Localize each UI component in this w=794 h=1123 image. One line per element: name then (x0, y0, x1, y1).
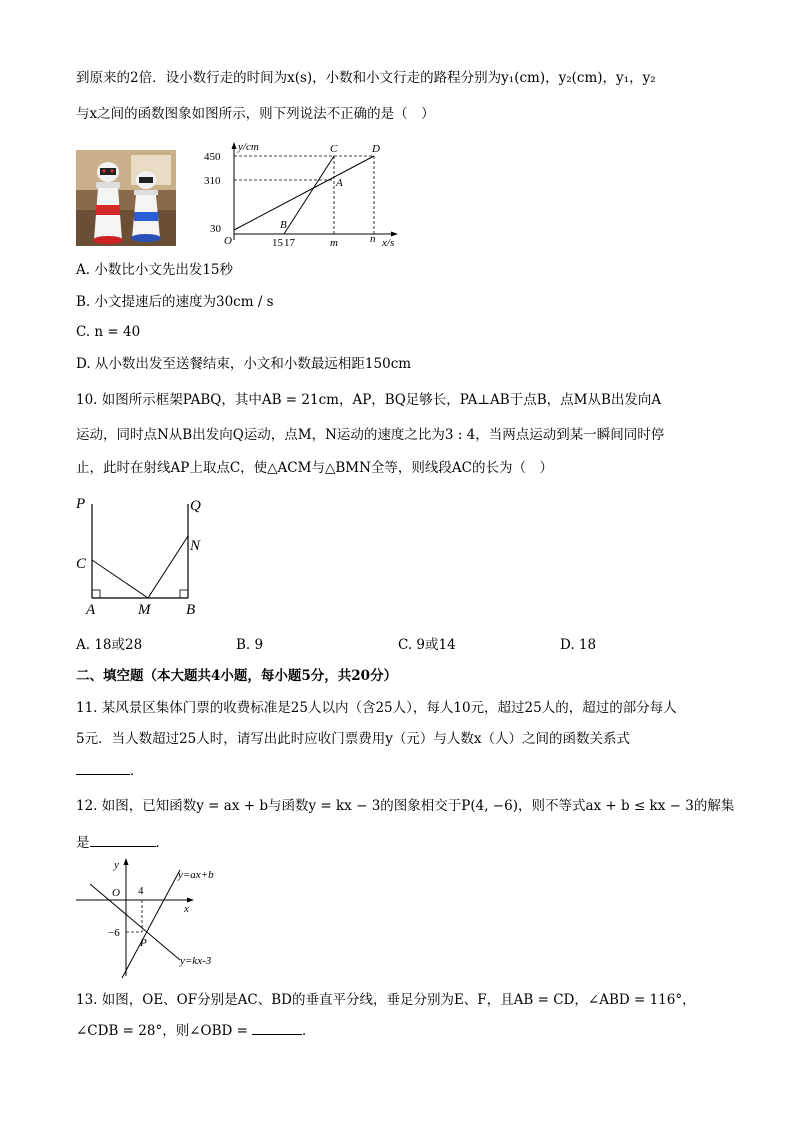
q9-option-d[interactable]: D. 从小数出发至送餐结束，小文和小数最远相距150cm (76, 356, 412, 372)
q9-point-A: A (336, 177, 343, 189)
q12-label-x: x (184, 903, 189, 915)
q10-figure (70, 490, 220, 620)
q9-line-y2-rise (284, 156, 334, 234)
q11-line2: 5元．当人数超过25人时，请写出此时应收门票费用y（元）与人数x（人）之间的函数关系式 (76, 731, 631, 747)
q13-line2-start: ∠CDB = 28°，则∠OBD = (76, 1023, 248, 1039)
q10-label-Q: Q (190, 498, 201, 514)
q12-label-P: P (140, 937, 147, 949)
q9-ylabel: y/cm (238, 141, 259, 153)
q10-label-C: C (76, 556, 87, 572)
q12-label-y: y (114, 859, 119, 871)
q9-origin: O (224, 235, 232, 247)
q9-option-b[interactable]: B. 小文提速后的速度为30cm / s (76, 294, 274, 310)
q12-label-origin: O (112, 887, 120, 899)
q10-label-M: M (138, 602, 151, 618)
q9-option-a[interactable]: A. 小数比小文先出发15秒 (76, 262, 234, 278)
q10-label-N: N (190, 538, 201, 554)
q9-point-D: D (372, 143, 380, 155)
q9-xtick-17: 17 (284, 237, 295, 249)
q11-line3 (76, 760, 144, 781)
q9-ytick-450: 450 (204, 151, 221, 163)
q12-label-line-kx-3: y=kx-3 (180, 955, 212, 967)
q9-line2: 与x之间的函数图象如图所示，则下列说法不正确的是（ ） (76, 106, 435, 122)
q9-line1: 到原来的2倍．设小数行走的时间为x(s)，小数和小文行走的路程分别为y₁(cm)，y₂(cm)，y₁，y₂ (76, 70, 656, 86)
q11-answer-blank[interactable] (76, 760, 130, 775)
q10-line1: 10. 如图所示框架PABQ，其中AB = 21cm，AP，BQ足够长，PA⊥AB于点B，点M从B出发向A (76, 392, 662, 408)
q9-ytick-310: 310 (204, 175, 221, 187)
q9-xtick-15: 15 (272, 237, 283, 249)
q12-line2-end: ． (155, 835, 169, 851)
q12-label-neg6: −6 (108, 927, 120, 939)
q10-line3: 止，此时在射线AP上取点C，使△ACM与△BMN全等，则线段AC的长为（ ） (76, 460, 553, 476)
section-heading-fill-in: 二、填空题（本大题共4小题，每小题5分，共20分） (76, 668, 398, 684)
q9-ytick-30: 30 (210, 223, 221, 235)
q12-line2 (76, 832, 169, 853)
q12-line-ax-b (122, 870, 180, 978)
robots-photo (76, 150, 176, 246)
q13-answer-blank[interactable] (252, 1020, 302, 1035)
q12-line1: 12. 如图，已知函数y = ax + b与函数y = kx − 3的图象相交于P(4, −6)，则不等式ax + b ≤ kx − 3的解集 (76, 798, 735, 814)
q10-option-a[interactable]: A. 18或28 (76, 637, 143, 653)
q9-graph (196, 140, 406, 252)
q12-label-line-ax-b: y=ax+b (178, 869, 214, 881)
q10-label-B: B (186, 602, 196, 618)
q12-label-4: 4 (138, 885, 144, 897)
q9-option-c[interactable]: C. n = 40 (76, 324, 141, 340)
q10-label-P: P (76, 496, 86, 512)
q10-option-c[interactable]: C. 9或14 (398, 637, 456, 653)
q10-segment-MN (148, 536, 188, 598)
q12-answer-blank[interactable] (90, 832, 156, 847)
q10-line2: 运动，同时点N从B出发向Q运动，点M，N运动的速度之比为3 : 4，当两点运动到某一瞬间同时停 (76, 427, 665, 443)
q9-xlabel: x/s (382, 237, 395, 249)
q13-line1: 13. 如图，OE、OF分别是AC、BD的垂直平分线，垂足分别为E、F，且AB = CD，∠ABD = 116°， (76, 992, 696, 1008)
q9-point-C: C (330, 143, 338, 155)
q11-line3-end: ． (130, 763, 144, 779)
q13-line2-end: ． (301, 1023, 316, 1039)
q10-segment-CM (92, 560, 148, 598)
q9-line-y1 (234, 156, 374, 230)
q13-line2 (76, 1020, 315, 1041)
q10-option-b[interactable]: B. 9 (236, 637, 264, 653)
q12-line2-start: 是 (76, 835, 90, 851)
q9-xtick-m: m (330, 237, 338, 249)
q9-xtick-n: n (370, 233, 376, 245)
q12-graph (72, 856, 232, 982)
q9-point-B: B (280, 219, 287, 231)
q10-label-A: A (86, 602, 96, 618)
q11-line1: 11. 某风景区集体门票的收费标准是25人以内（含25人），每人10元，超过25人的，超过的部分每人 (76, 700, 677, 716)
q10-option-d[interactable]: D. 18 (560, 637, 597, 653)
